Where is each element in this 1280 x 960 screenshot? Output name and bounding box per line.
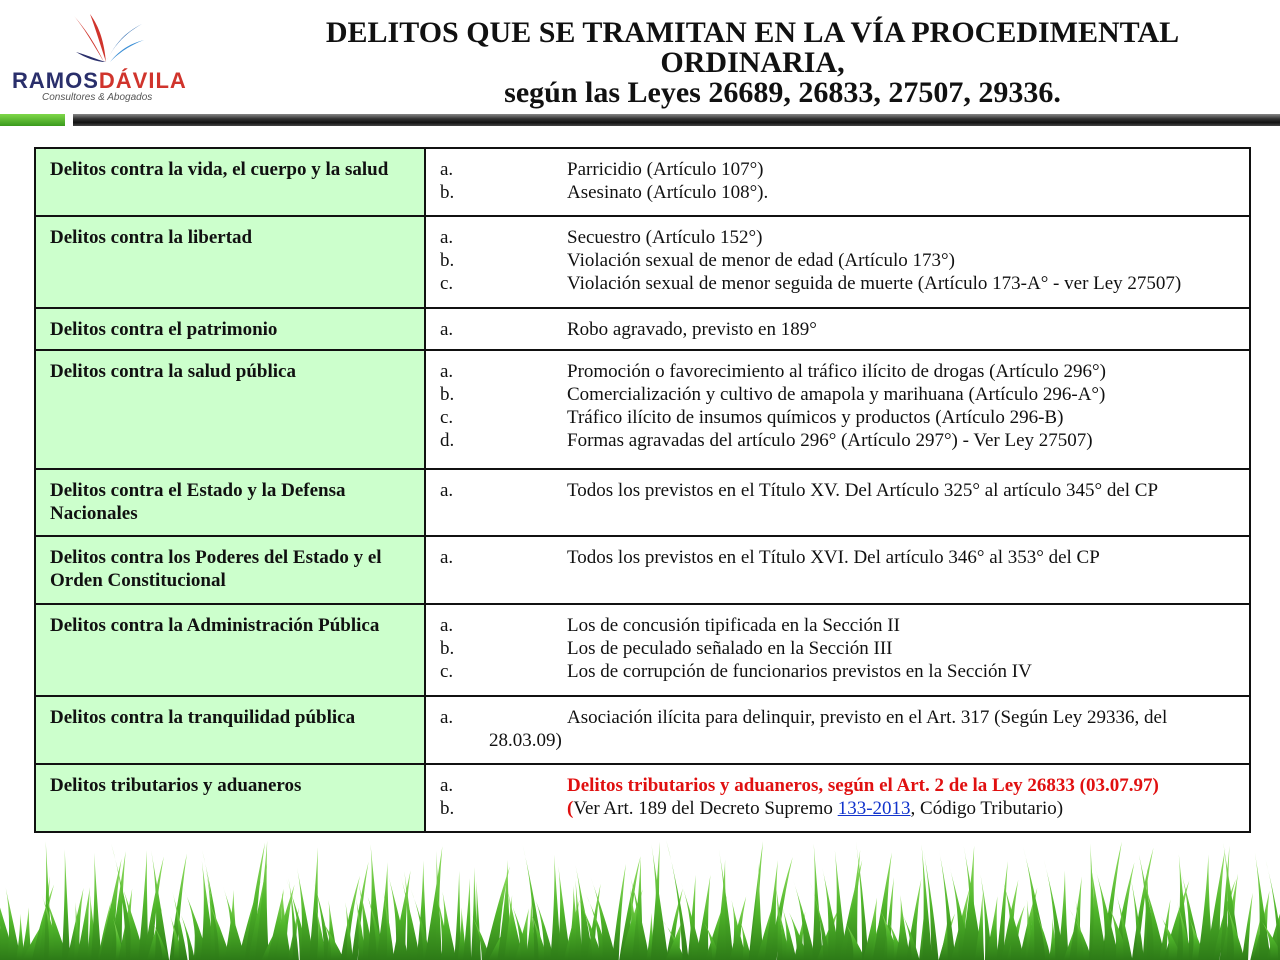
items-cell <box>425 216 1250 308</box>
table-row <box>35 148 1250 216</box>
grass-blade <box>856 841 869 960</box>
grass-blade <box>812 844 823 960</box>
table-row <box>35 469 1250 536</box>
grass-blade <box>845 850 861 960</box>
item-letter: b. <box>440 638 455 659</box>
header-bar-green-segment <box>0 114 65 126</box>
category-cell: Delitos contra la tranquilidad pública <box>35 696 425 764</box>
item-letter: b. <box>440 182 455 203</box>
items-cell <box>425 604 1250 696</box>
item-letter: a. <box>440 361 454 382</box>
table-row <box>35 350 1250 469</box>
item-text: Violación sexual de menor de edad (Artículo 173°) <box>567 250 955 271</box>
category-cell: Delitos contra el Estado y la Defensa Nacionales <box>35 469 425 536</box>
item-text: Asociación ilícita para delinquir, previsto en el Art. 317 (Según Ley 29336, del <box>567 707 1168 728</box>
list-item <box>440 429 1239 452</box>
page-title <box>300 18 1205 108</box>
table-row <box>35 308 1250 350</box>
list-item <box>440 406 1239 429</box>
decree-link[interactable]: 133-2013 <box>837 798 911 819</box>
items-cell <box>425 764 1250 832</box>
item-text: Todos los previstos en el Título XVI. Del artículo 346° al 353° del CP <box>567 547 1100 568</box>
list-item <box>440 360 1239 383</box>
items-cell <box>425 536 1250 604</box>
item-letter: a. <box>440 319 454 340</box>
logo-tagline: Consultores & Abogados <box>42 92 153 103</box>
item-letter: b. <box>440 384 455 405</box>
list-item <box>440 181 1239 204</box>
category-cell: Delitos contra la vida, el cuerpo y la salud <box>35 148 425 216</box>
logo-wordmark <box>12 68 187 94</box>
list-item <box>440 774 1239 797</box>
item-text: Ver Art. 189 del Decreto Supremo <box>573 798 838 819</box>
list-item <box>440 272 1239 295</box>
item-text-emphasis: Delitos tributarios y aduaneros, según el Art. 2 de la Ley 26833 (03.07.97) <box>567 775 1159 796</box>
logo-name-part1: RAMOS <box>12 68 99 93</box>
grass-blade <box>1242 893 1253 960</box>
list-item <box>440 158 1239 181</box>
category-cell: Delitos contra la salud pública <box>35 350 425 469</box>
item-letter: c. <box>440 407 454 428</box>
item-letter: c. <box>440 661 454 682</box>
company-logo <box>8 10 208 110</box>
item-letter: a. <box>440 159 454 180</box>
item-letter: a. <box>440 547 454 568</box>
category-cell: Delitos contra la libertad <box>35 216 425 308</box>
item-text-after: , Código Tributario) <box>910 798 1064 819</box>
grass-decoration <box>0 835 1280 960</box>
list-item <box>440 226 1239 249</box>
list-item <box>440 706 1239 729</box>
table-row <box>35 536 1250 604</box>
grass-blade <box>91 853 101 960</box>
item-text: Comercialización y cultivo de amapola y marihuana (Artículo 296-A°) <box>567 384 1106 405</box>
title-line-3: según las Leyes 26689, 26833, 27507, 29336. <box>504 76 1061 109</box>
item-text: Los de peculado señalado en la Sección III <box>567 638 893 659</box>
grass-blade <box>1058 870 1069 960</box>
item-text: Asesinato (Artículo 108°). <box>567 182 769 203</box>
list-item <box>440 660 1239 683</box>
item-text: Los de corrupción de funcionarios previstos en la Sección IV <box>567 661 1032 682</box>
table-row <box>35 604 1250 696</box>
list-item <box>440 318 1239 341</box>
header-divider-bar <box>0 114 1280 126</box>
items-cell <box>425 696 1250 764</box>
grass-blade <box>793 879 816 960</box>
item-text: Los de concusión tipificada en la Sección II <box>567 615 900 636</box>
logo-name-part2: DÁVILA <box>98 68 187 93</box>
list-item <box>440 797 1239 820</box>
item-text: Formas agravadas del artículo 296° (Artículo 297°) - Ver Ley 27507) <box>567 430 1093 451</box>
list-item <box>440 637 1239 660</box>
category-cell: Delitos tributarios y aduaneros <box>35 764 425 832</box>
open-paren: ( <box>567 798 574 819</box>
item-letter: a. <box>440 775 454 796</box>
grass-blade <box>463 878 471 960</box>
item-text: Robo agravado, previsto en 189° <box>567 319 817 340</box>
item-text: Parricidio (Artículo 107°) <box>567 159 764 180</box>
item-letter: a. <box>440 480 454 501</box>
category-cell: Delitos contra el patrimonio <box>35 308 425 350</box>
items-cell <box>425 350 1250 469</box>
table-row <box>35 696 1250 764</box>
table-row <box>35 764 1250 832</box>
item-letter: d. <box>440 430 455 451</box>
item-text: Tráfico ilícito de insumos químicos y productos (Artículo 296-B) <box>567 407 1064 428</box>
table-row <box>35 216 1250 308</box>
list-item <box>440 249 1239 272</box>
item-text: Secuestro (Artículo 152°) <box>567 227 763 248</box>
item-letter: b. <box>440 250 455 271</box>
item-letter: a. <box>440 615 454 636</box>
item-letter: a. <box>440 227 454 248</box>
items-cell <box>425 308 1250 350</box>
bird-logo-icon <box>66 12 146 68</box>
item-text: Todos los previstos en el Título XV. Del Artículo 325° al artículo 345° del CP <box>567 480 1159 501</box>
item-letter: a. <box>440 707 454 728</box>
category-cell: Delitos contra los Poderes del Estado y el Orden Constitucional <box>35 536 425 604</box>
list-item <box>440 614 1239 637</box>
category-cell: Delitos contra la Administración Pública <box>35 604 425 696</box>
item-text: Promoción o favorecimiento al tráfico ilícito de drogas (Artículo 296°) <box>567 361 1106 382</box>
crimes-table <box>34 147 1251 833</box>
items-cell <box>425 148 1250 216</box>
items-cell <box>425 469 1250 536</box>
grass-blade <box>62 849 70 960</box>
title-line-1: DELITOS QUE SE TRAMITAN EN LA VÍA PROCEDIMENTAL <box>325 16 1180 49</box>
title-line-2: ORDINARIA, <box>660 46 845 79</box>
item-continuation: 28.03.09) <box>489 730 562 751</box>
header-bar-dark-segment <box>73 114 1280 126</box>
list-item <box>440 383 1239 406</box>
item-letter: c. <box>440 273 454 294</box>
list-item <box>440 479 1239 502</box>
list-item <box>440 546 1239 569</box>
item-letter: b. <box>440 798 455 819</box>
item-text: Violación sexual de menor seguida de muerte (Artículo 173-A° - ver Ley 27507) <box>567 273 1182 294</box>
